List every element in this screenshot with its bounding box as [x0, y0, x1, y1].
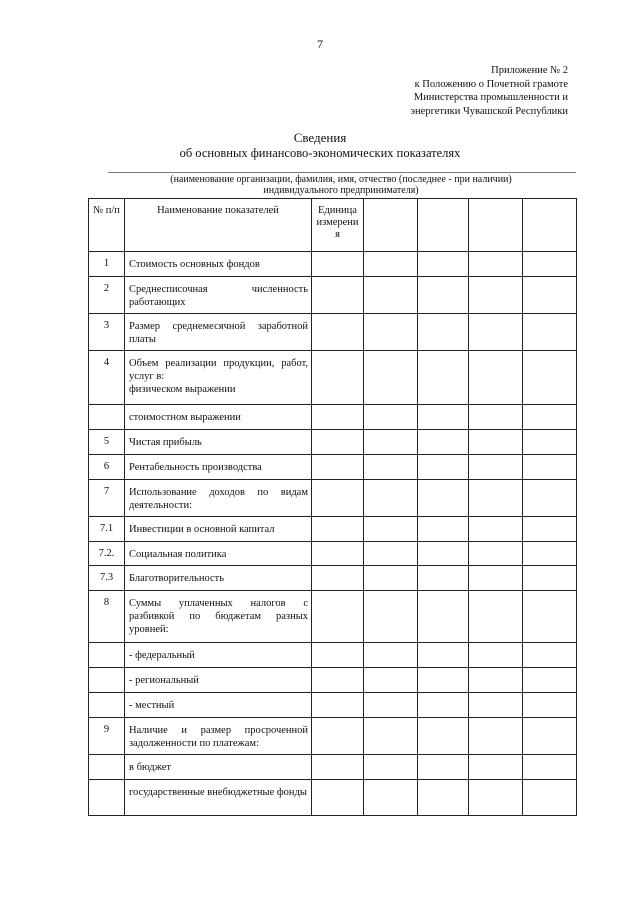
header-blank: [418, 199, 469, 252]
value-cell[interactable]: [523, 591, 577, 643]
value-cell[interactable]: [523, 718, 577, 755]
appendix-reference: [411, 64, 568, 118]
table-row: [89, 314, 577, 351]
unit-cell[interactable]: [312, 542, 364, 566]
value-cell[interactable]: [364, 517, 418, 542]
indicator-name: [125, 718, 312, 755]
value-cell[interactable]: [523, 517, 577, 542]
value-cell[interactable]: [364, 693, 418, 718]
unit-cell[interactable]: [312, 566, 364, 591]
table-row: [89, 643, 577, 668]
row-number: 9: [89, 718, 125, 755]
row-number: 3: [89, 314, 125, 351]
value-cell[interactable]: [469, 755, 523, 780]
value-cell[interactable]: [418, 693, 469, 718]
value-cell[interactable]: [418, 517, 469, 542]
value-cell[interactable]: [418, 480, 469, 517]
value-cell[interactable]: [418, 643, 469, 668]
unit-cell[interactable]: [312, 643, 364, 668]
table-row: [89, 693, 577, 718]
row-number: 7: [89, 480, 125, 517]
table-row: [89, 780, 577, 816]
value-cell[interactable]: [418, 755, 469, 780]
row-number: [89, 668, 125, 693]
table-row: [89, 542, 577, 566]
header-blank: [523, 199, 577, 252]
value-cell[interactable]: [469, 542, 523, 566]
indicator-name: [125, 591, 312, 643]
appendix-line: к Положению о Почетной грамоте: [414, 78, 568, 90]
unit-cell[interactable]: [312, 405, 364, 430]
value-cell[interactable]: [523, 405, 577, 430]
indicator-label: Размер среднемесячной заработной платы: [129, 321, 308, 345]
row-number: [89, 755, 125, 780]
unit-cell[interactable]: [312, 314, 364, 351]
indicator-name: [125, 780, 312, 816]
organization-name-line: [108, 172, 576, 173]
value-cell[interactable]: [364, 480, 418, 517]
value-cell[interactable]: [523, 755, 577, 780]
value-cell[interactable]: [523, 430, 577, 455]
indicator-name: [125, 755, 312, 780]
unit-cell[interactable]: [312, 430, 364, 455]
value-cell[interactable]: [364, 542, 418, 566]
value-cell[interactable]: [523, 351, 577, 405]
indicator-label: в бюджет: [129, 762, 171, 773]
indicator-name: [125, 480, 312, 517]
value-cell[interactable]: [469, 517, 523, 542]
indicator-name: [125, 542, 312, 566]
value-cell[interactable]: [523, 668, 577, 693]
table-row: [89, 591, 577, 643]
row-number: 1: [89, 252, 125, 277]
caption-line: индивидуального предпринимателя): [263, 185, 419, 196]
value-cell[interactable]: [418, 351, 469, 405]
value-cell[interactable]: [418, 314, 469, 351]
value-cell[interactable]: [364, 718, 418, 755]
value-cell[interactable]: [469, 668, 523, 693]
row-number: 4: [89, 351, 125, 405]
value-cell[interactable]: [364, 455, 418, 480]
indicator-label: - местный: [129, 700, 175, 711]
indicator-label: Рентабельность производства: [129, 462, 262, 473]
indicator-name: [125, 252, 312, 277]
indicator-name: [125, 693, 312, 718]
value-cell[interactable]: [418, 718, 469, 755]
value-cell[interactable]: [364, 351, 418, 405]
value-cell[interactable]: [523, 480, 577, 517]
indicator-label: Стоимость основных фондов: [129, 259, 260, 270]
indicator-name: [125, 430, 312, 455]
table-row: [89, 517, 577, 542]
indicator-label: Чистая прибыль: [129, 437, 202, 448]
table-row: [89, 252, 577, 277]
indicator-name: [125, 405, 312, 430]
page-number: 7: [317, 37, 323, 51]
indicator-label: Суммы уплаченных налогов с разбивкой по бюджетам разных уровней:: [129, 598, 308, 635]
row-number: 7.2.: [89, 542, 125, 566]
row-number: 7.3: [89, 566, 125, 591]
row-number: 2: [89, 277, 125, 314]
value-cell[interactable]: [364, 780, 418, 816]
value-cell[interactable]: [523, 455, 577, 480]
value-cell[interactable]: [418, 780, 469, 816]
organization-caption: [120, 174, 562, 196]
header-unit: Единица измерения: [312, 199, 364, 252]
row-number: 7.1: [89, 517, 125, 542]
value-cell[interactable]: [469, 455, 523, 480]
indicator-label: государственные внебюджетные фонды: [129, 787, 307, 798]
unit-cell[interactable]: [312, 351, 364, 405]
value-cell[interactable]: [364, 591, 418, 643]
row-number: 5: [89, 430, 125, 455]
indicator-name: [125, 455, 312, 480]
row-number: [89, 693, 125, 718]
header-name: Наименование показателей: [125, 199, 312, 252]
value-cell[interactable]: [418, 542, 469, 566]
table-row: [89, 455, 577, 480]
indicator-label: Среднесписочная численность работающих: [129, 284, 308, 308]
indicator-name: [125, 351, 312, 405]
value-cell[interactable]: [418, 405, 469, 430]
indicator-name: [125, 643, 312, 668]
value-cell[interactable]: [418, 591, 469, 643]
unit-cell[interactable]: [312, 780, 364, 816]
value-cell[interactable]: [469, 314, 523, 351]
indicator-label: Использование доходов по видам деятельности:: [129, 487, 308, 511]
indicator-name: [125, 517, 312, 542]
value-cell[interactable]: [469, 643, 523, 668]
value-cell[interactable]: [364, 668, 418, 693]
header-blank: [364, 199, 418, 252]
document-subtitle: об основных финансово-экономических показателях: [179, 146, 461, 160]
value-cell[interactable]: [469, 351, 523, 405]
unit-cell[interactable]: [312, 480, 364, 517]
indicator-label: - региональный: [129, 675, 199, 686]
unit-cell[interactable]: [312, 277, 364, 314]
header-num: № п/п: [89, 199, 125, 252]
unit-cell[interactable]: [312, 517, 364, 542]
value-cell[interactable]: [364, 643, 418, 668]
unit-cell[interactable]: [312, 755, 364, 780]
value-cell[interactable]: [469, 405, 523, 430]
indicator-label: Инвестиции в основной капитал: [129, 524, 275, 535]
indicator-label: - федеральный: [129, 650, 195, 661]
table-header-row: [89, 199, 577, 252]
table-row: [89, 755, 577, 780]
value-cell[interactable]: [364, 405, 418, 430]
appendix-line: Министерства промышленности и: [413, 92, 568, 103]
unit-cell[interactable]: [312, 252, 364, 277]
value-cell[interactable]: [364, 277, 418, 314]
indicator-label: стоимостном выражении: [129, 412, 241, 423]
table-row: [89, 277, 577, 314]
unit-cell[interactable]: [312, 693, 364, 718]
value-cell[interactable]: [523, 542, 577, 566]
value-cell[interactable]: [523, 252, 577, 277]
value-cell[interactable]: [469, 480, 523, 517]
indicator-label: Объем реализации продукции, работ, услуг в:: [129, 358, 308, 382]
value-cell[interactable]: [523, 693, 577, 718]
value-cell[interactable]: [523, 277, 577, 314]
indicator-name: [125, 277, 312, 314]
table-row: [89, 668, 577, 693]
table-row: [89, 566, 577, 591]
appendix-line: энергетики Чувашской Республики: [410, 105, 568, 117]
indicator-label: Социальная политика: [129, 549, 227, 560]
value-cell[interactable]: [418, 668, 469, 693]
value-cell[interactable]: [364, 314, 418, 351]
indicators-table: [88, 198, 577, 816]
value-cell[interactable]: [469, 718, 523, 755]
indicator-label: Благотворительность: [129, 573, 224, 584]
unit-cell[interactable]: [312, 668, 364, 693]
row-number: 8: [89, 591, 125, 643]
value-cell[interactable]: [523, 643, 577, 668]
unit-cell[interactable]: [312, 591, 364, 643]
value-cell[interactable]: [364, 252, 418, 277]
document-title: Сведения: [293, 130, 347, 145]
row-number: [89, 780, 125, 816]
table-row: [89, 718, 577, 755]
table-row: [89, 405, 577, 430]
indicator-name: [125, 566, 312, 591]
indicator-name: [125, 314, 312, 351]
value-cell[interactable]: [418, 430, 469, 455]
row-number: [89, 405, 125, 430]
value-cell[interactable]: [418, 277, 469, 314]
unit-cell[interactable]: [312, 718, 364, 755]
table-row: [89, 480, 577, 517]
table-row: [89, 351, 577, 405]
value-cell[interactable]: [364, 755, 418, 780]
value-cell[interactable]: [364, 430, 418, 455]
row-number: [89, 643, 125, 668]
value-cell[interactable]: [469, 780, 523, 816]
indicator-name: [125, 668, 312, 693]
value-cell[interactable]: [469, 252, 523, 277]
value-cell[interactable]: [469, 693, 523, 718]
value-cell[interactable]: [523, 566, 577, 591]
value-cell[interactable]: [418, 252, 469, 277]
table-row: [89, 430, 577, 455]
value-cell[interactable]: [523, 314, 577, 351]
value-cell[interactable]: [469, 430, 523, 455]
indicator-label: Наличие и размер просроченной задолженности по платежам:: [129, 725, 308, 749]
caption-line: (наименование организации, фамилия, имя, отчество (последнее - при наличии): [170, 174, 512, 185]
value-cell[interactable]: [469, 566, 523, 591]
value-cell[interactable]: [469, 277, 523, 314]
unit-cell[interactable]: [312, 455, 364, 480]
appendix-line: Приложение № 2: [491, 65, 568, 76]
value-cell[interactable]: [469, 591, 523, 643]
value-cell[interactable]: [418, 455, 469, 480]
header-blank: [469, 199, 523, 252]
value-cell[interactable]: [364, 566, 418, 591]
value-cell[interactable]: [418, 566, 469, 591]
row-number: 6: [89, 455, 125, 480]
indicator-sublabel: физическом выражении: [129, 384, 236, 395]
value-cell[interactable]: [523, 780, 577, 816]
